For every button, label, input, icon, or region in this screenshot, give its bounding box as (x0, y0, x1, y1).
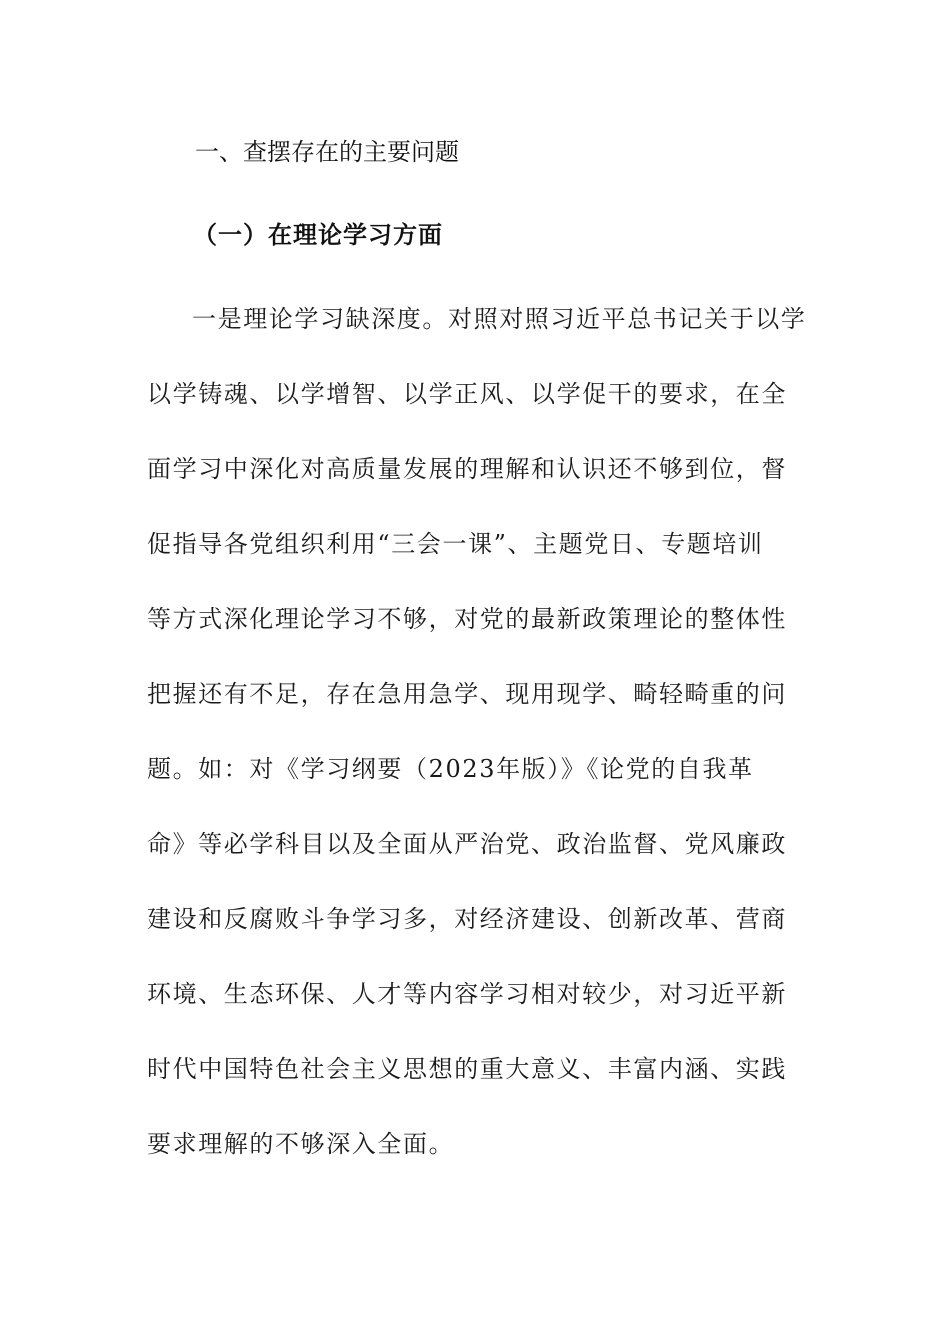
body-paragraph (147, 300, 807, 1200)
paragraph-line: 把握还有不足，存在急用急学、现用现学、畸轻畸重的问 (147, 680, 787, 708)
paragraph-line: 命》等必学科目以及全面从严治党、政治监督、党风廉政 (147, 830, 787, 858)
subsection-heading: （一）在理论学习方面 (193, 221, 443, 249)
paragraph-line: 等方式深化理论学习不够，对党的最新政策理论的整体性 (147, 605, 787, 633)
paragraph-line: 题。如：对《学习纲要（2023年版）》《论党的自我革 (147, 755, 754, 783)
paragraph-line: 时代中国特色社会主义思想的重大意义、丰富内涵、实践 (147, 1055, 787, 1083)
paragraph-line: 促指导各党组织利用“三会一课”、主题党日、专题培训 (147, 530, 764, 558)
paragraph-line: 一是理论学习缺深度。对照对照习近平总书记关于以学 (192, 305, 807, 333)
paragraph-line: 要求理解的不够深入全面。 (147, 1130, 455, 1158)
paragraph-line: 面学习中深化对高质量发展的理解和认识还不够到位，督 (147, 455, 787, 483)
paragraph-line: 环境、生态环保、人才等内容学习相对较少，对习近平新 (147, 980, 787, 1008)
section-heading: 一、查摆存在的主要问题 (195, 138, 459, 166)
paragraph-line: 建设和反腐败斗争学习多，对经济建设、创新改革、营商 (147, 905, 787, 933)
paragraph-line: 以学铸魂、以学增智、以学正风、以学促干的要求，在全 (147, 380, 787, 408)
